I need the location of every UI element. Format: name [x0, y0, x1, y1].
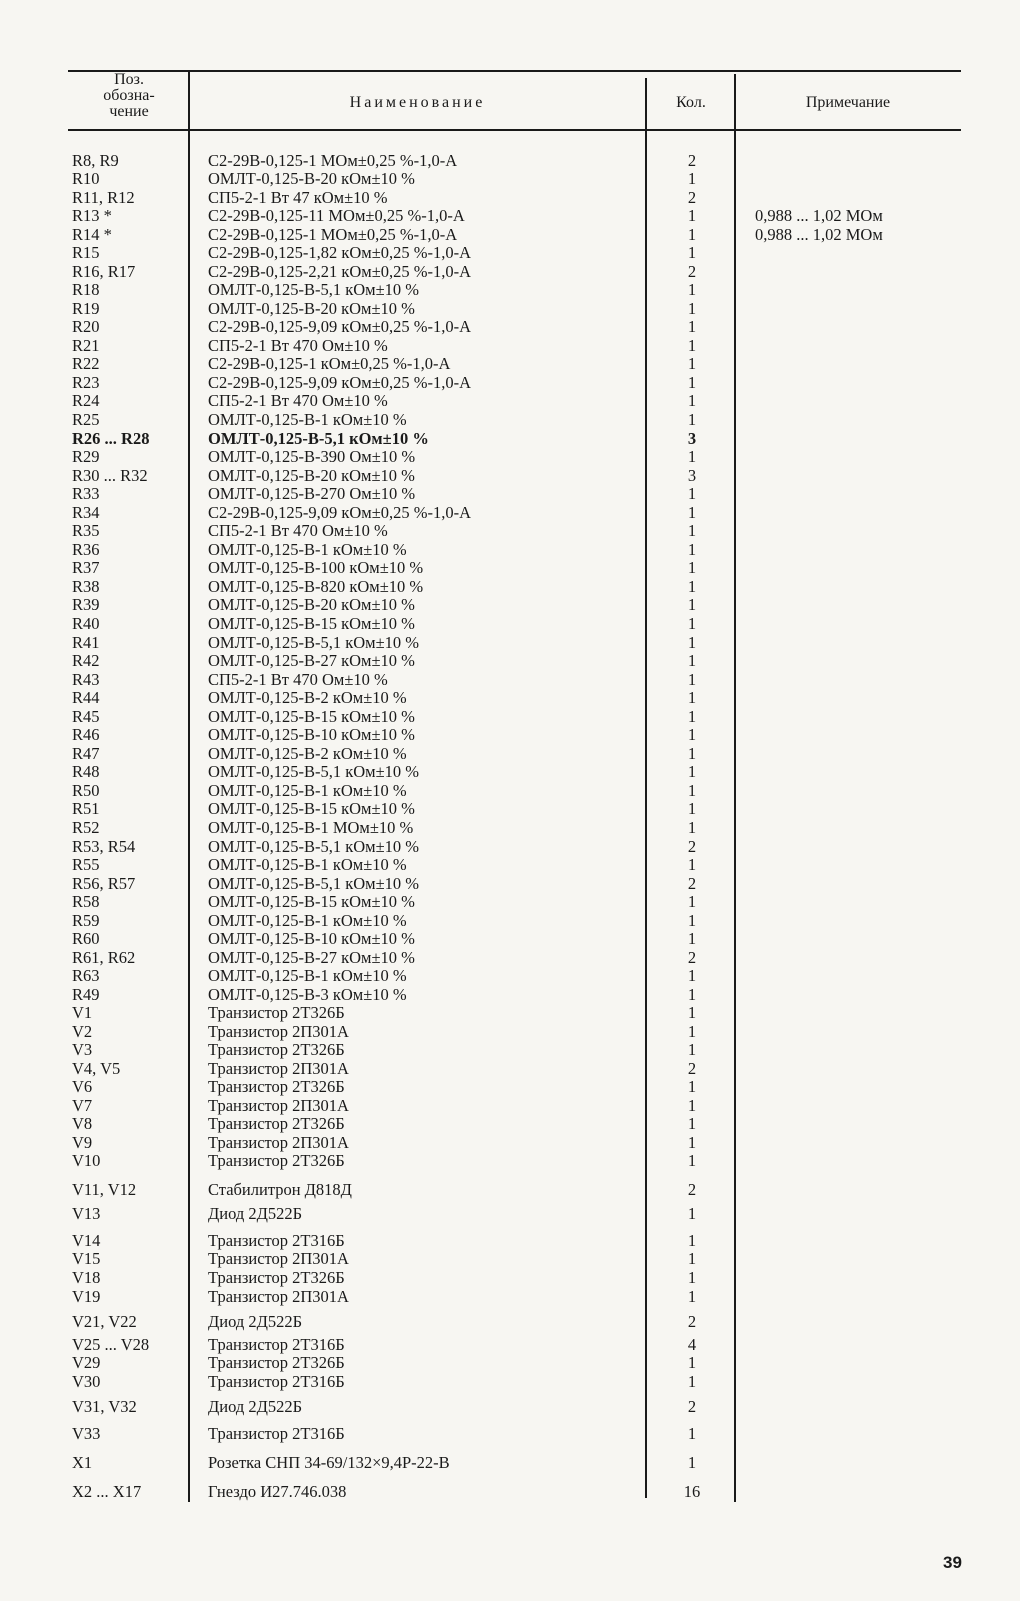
row-quantity: 1: [687, 373, 697, 392]
row-position: R22: [72, 354, 100, 373]
row-position: R8, R9: [72, 151, 119, 170]
row-quantity: 1: [687, 225, 697, 244]
row-position: R56, R57: [72, 874, 136, 893]
row-quantity: 1: [687, 1453, 697, 1472]
row-position: R41: [72, 633, 100, 652]
row-position: V18: [72, 1268, 101, 1287]
row-quantity: 2: [687, 1180, 697, 1199]
row-quantity: 1: [687, 1077, 697, 1096]
row-position: R30 ... R32: [72, 466, 148, 485]
row-name: Транзистор 2П301А: [208, 1287, 349, 1306]
row-quantity: 1: [687, 744, 697, 763]
row-quantity: 1: [687, 892, 697, 911]
row-quantity: 2: [687, 948, 697, 967]
row-quantity: 1: [687, 540, 697, 559]
row-quantity: 1: [687, 1022, 697, 1041]
row-quantity: 2: [687, 262, 697, 281]
row-position: R46: [72, 725, 100, 744]
row-name: ОМЛТ-0,125-В-10 кОм±10 %: [208, 725, 415, 744]
header-position-line2: обозна-: [103, 87, 155, 104]
row-position: V2: [72, 1022, 93, 1041]
row-quantity: 1: [687, 410, 697, 429]
row-position: R26 ... R28: [72, 429, 150, 448]
row-position: V19: [72, 1287, 101, 1306]
row-quantity: 1: [687, 1040, 697, 1059]
row-note: 0,988 ... 1,02 МОм: [755, 206, 883, 225]
row-position: V7: [72, 1096, 93, 1115]
row-position: X1: [72, 1453, 93, 1472]
row-name: ОМЛТ-0,125-В-1 кОм±10 %: [208, 540, 407, 559]
row-name: С2-29В-0,125-1,82 кОм±0,25 %-1,0-А: [208, 243, 472, 262]
row-position: R53, R54: [72, 837, 136, 856]
row-quantity: 3: [687, 429, 697, 448]
row-name: Транзистор 2Т326Б: [208, 1003, 345, 1022]
row-name: С2-29В-0,125-11 МОм±0,25 %-1,0-А: [208, 206, 465, 225]
row-quantity: 1: [687, 299, 697, 318]
row-position: R60: [72, 929, 100, 948]
row-quantity: 1: [687, 484, 697, 503]
row-quantity: 1: [687, 1204, 697, 1223]
row-name: ОМЛТ-0,125-В-20 кОм±10 %: [208, 595, 415, 614]
row-quantity: 1: [687, 1133, 697, 1152]
row-name: ОМЛТ-0,125-В-390 Ом±10 %: [208, 447, 416, 466]
row-position: V33: [72, 1424, 101, 1443]
row-name: С2-29В-0,125-1 кОм±0,25 %-1,0-А: [208, 354, 451, 373]
row-quantity: 1: [687, 762, 697, 781]
row-name: ОМЛТ-0,125-В-1 кОм±10 %: [208, 410, 407, 429]
row-quantity: 1: [687, 1003, 697, 1022]
row-position: R21: [72, 336, 100, 355]
row-name: Диод 2Д522Б: [208, 1312, 303, 1331]
row-position: V14: [72, 1231, 101, 1250]
header-position-line3: чение: [109, 103, 149, 120]
row-name: Транзистор 2Т326Б: [208, 1353, 345, 1372]
row-position: R38: [72, 577, 100, 596]
row-position: V1: [72, 1003, 93, 1022]
row-quantity: 1: [687, 911, 697, 930]
row-quantity: 1: [687, 280, 697, 299]
row-name: СП5-2-1 Вт 470 Ом±10 %: [208, 670, 388, 689]
row-quantity: 1: [687, 688, 697, 707]
row-position: R39: [72, 595, 100, 614]
row-name: ОМЛТ-0,125-В-820 кОм±10 %: [208, 577, 424, 596]
row-name: С2-29В-0,125-9,09 кОм±0,25 %-1,0-А: [208, 317, 472, 336]
header-note: Примечание: [805, 94, 891, 111]
row-name: Розетка СНП 34-69/132×9,4Р-22-В: [208, 1453, 450, 1472]
row-position: R58: [72, 892, 100, 911]
row-position: R59: [72, 911, 100, 930]
header-position-line1: Поз.: [114, 71, 144, 88]
row-name: Гнездо И27.746.038: [208, 1482, 347, 1501]
row-quantity: 2: [687, 1059, 697, 1078]
row-name: ОМЛТ-0,125-В-15 кОм±10 %: [208, 707, 415, 726]
row-position: R29: [72, 447, 100, 466]
row-position: V6: [72, 1077, 93, 1096]
row-name: Транзистор 2Т326Б: [208, 1077, 345, 1096]
row-quantity: 2: [687, 151, 697, 170]
row-quantity: 1: [687, 929, 697, 948]
row-quantity: 1: [687, 354, 697, 373]
row-name: Транзистор 2Т326Б: [208, 1268, 345, 1287]
row-quantity: 1: [687, 1287, 697, 1306]
row-position: V8: [72, 1114, 93, 1133]
row-quantity: 1: [687, 447, 697, 466]
row-name: ОМЛТ-0,125-В-15 кОм±10 %: [208, 799, 415, 818]
row-position: V30: [72, 1372, 101, 1391]
row-position: R14 *: [72, 225, 112, 244]
row-name: Транзистор 2Т316Б: [208, 1372, 345, 1391]
row-name: ОМЛТ-0,125-В-20 кОм±10 %: [208, 466, 415, 485]
row-position: V10: [72, 1151, 101, 1170]
row-name: Транзистор 2Т326Б: [208, 1114, 345, 1133]
row-quantity: 1: [687, 633, 697, 652]
row-name: ОМЛТ-0,125-В-2 кОм±10 %: [208, 744, 407, 763]
row-quantity: 1: [687, 1424, 697, 1443]
header-bottom-rule: [68, 129, 961, 131]
row-name: ОМЛТ-0,125-В-5,1 кОм±10 %: [208, 429, 429, 448]
column-divider-name: [188, 72, 190, 1502]
row-name: СП5-2-1 Вт 470 Ом±10 %: [208, 336, 388, 355]
row-quantity: 1: [687, 169, 697, 188]
row-position: R20: [72, 317, 100, 336]
row-position: R52: [72, 818, 100, 837]
row-position: R48: [72, 762, 100, 781]
row-position: R42: [72, 651, 100, 670]
row-quantity: 1: [687, 1151, 697, 1170]
row-name: С2-29В-0,125-2,21 кОм±0,25 %-1,0-А: [208, 262, 472, 281]
row-name: ОМЛТ-0,125-В-2 кОм±10 %: [208, 688, 407, 707]
row-name: С2-29В-0,125-9,09 кОм±0,25 %-1,0-А: [208, 373, 472, 392]
column-divider-note: [734, 74, 736, 1502]
row-name: Транзистор 2Т316Б: [208, 1335, 345, 1354]
row-position: V29: [72, 1353, 101, 1372]
row-quantity: 1: [687, 966, 697, 985]
header-position: [70, 72, 188, 120]
row-quantity: 16: [683, 1482, 701, 1501]
row-name: Стабилитрон Д818Д: [208, 1180, 352, 1199]
row-position: R35: [72, 521, 100, 540]
row-quantity: 2: [687, 1312, 697, 1331]
row-name: СП5-2-1 Вт 47 кОм±10 %: [208, 188, 388, 207]
row-name: СП5-2-1 Вт 470 Ом±10 %: [208, 521, 388, 540]
page-number: 39: [943, 1553, 962, 1572]
row-position: V31, V32: [72, 1397, 137, 1416]
row-position: R18: [72, 280, 100, 299]
row-name: Транзистор 2Т316Б: [208, 1424, 345, 1443]
row-quantity: 1: [687, 781, 697, 800]
row-position: R37: [72, 558, 100, 577]
row-name: Диод 2Д522Б: [208, 1397, 303, 1416]
header-quantity: Кол.: [676, 94, 706, 111]
row-quantity: 1: [687, 1114, 697, 1133]
row-name: Транзистор 2Т326Б: [208, 1040, 345, 1059]
row-quantity: 1: [687, 707, 697, 726]
row-quantity: 1: [687, 1231, 697, 1250]
row-quantity: 1: [687, 818, 697, 837]
row-name: ОМЛТ-0,125-В-1 кОм±10 %: [208, 855, 407, 874]
column-divider-qty: [645, 78, 647, 1498]
row-name: Транзистор 2Т316Б: [208, 1231, 345, 1250]
row-name: С2-29В-0,125-1 МОм±0,25 %-1,0-А: [208, 151, 458, 170]
row-name: Транзистор 2П301А: [208, 1249, 349, 1268]
row-quantity: 1: [687, 725, 697, 744]
row-quantity: 1: [687, 1249, 697, 1268]
row-position: V9: [72, 1133, 93, 1152]
row-name: ОМЛТ-0,125-В-1 кОм±10 %: [208, 966, 407, 985]
row-quantity: 1: [687, 985, 697, 1004]
row-position: R40: [72, 614, 100, 633]
row-position: R33: [72, 484, 100, 503]
row-position: R45: [72, 707, 100, 726]
row-note: 0,988 ... 1,02 МОм: [755, 225, 883, 244]
row-quantity: 1: [687, 1268, 697, 1287]
row-position: R25: [72, 410, 100, 429]
row-quantity: 1: [687, 614, 697, 633]
row-quantity: 1: [687, 595, 697, 614]
row-position: V15: [72, 1249, 101, 1268]
row-position: V13: [72, 1204, 101, 1223]
row-name: ОМЛТ-0,125-В-5,1 кОм±10 %: [208, 874, 420, 893]
row-name: ОМЛТ-0,125-В-20 кОм±10 %: [208, 299, 415, 318]
row-quantity: 1: [687, 521, 697, 540]
row-position: R34: [72, 503, 100, 522]
row-name: ОМЛТ-0,125-В-270 Ом±10 %: [208, 484, 416, 503]
row-position: R44: [72, 688, 100, 707]
row-name: ОМЛТ-0,125-В-5,1 кОм±10 %: [208, 762, 420, 781]
row-quantity: 1: [687, 206, 697, 225]
row-name: ОМЛТ-0,125-В-10 кОм±10 %: [208, 929, 415, 948]
row-position: R11, R12: [72, 188, 135, 207]
row-position: R51: [72, 799, 100, 818]
row-name: Диод 2Д522Б: [208, 1204, 303, 1223]
table-top-rule: [68, 70, 961, 72]
row-position: R15: [72, 243, 100, 262]
row-position: R23: [72, 373, 100, 392]
row-quantity: 1: [687, 577, 697, 596]
row-name: ОМЛТ-0,125-В-100 кОм±10 %: [208, 558, 424, 577]
row-position: R47: [72, 744, 100, 763]
row-name: ОМЛТ-0,125-В-1 МОм±10 %: [208, 818, 414, 837]
row-name: ОМЛТ-0,125-В-15 кОм±10 %: [208, 892, 415, 911]
row-position: R43: [72, 670, 100, 689]
row-name: Транзистор 2П301А: [208, 1096, 349, 1115]
row-position: V21, V22: [72, 1312, 137, 1331]
row-name: Транзистор 2Т326Б: [208, 1151, 345, 1170]
row-name: С2-29В-0,125-1 МОм±0,25 %-1,0-А: [208, 225, 458, 244]
row-name: ОМЛТ-0,125-В-1 кОм±10 %: [208, 911, 407, 930]
row-quantity: 1: [687, 317, 697, 336]
row-name: ОМЛТ-0,125-В-5,1 кОм±10 %: [208, 633, 420, 652]
row-quantity: 2: [687, 1397, 697, 1416]
row-name: ОМЛТ-0,125-В-1 кОм±10 %: [208, 781, 407, 800]
row-position: R50: [72, 781, 100, 800]
row-quantity: 1: [687, 1353, 697, 1372]
row-name: Транзистор 2П301А: [208, 1133, 349, 1152]
row-position: R19: [72, 299, 100, 318]
row-quantity: 1: [687, 670, 697, 689]
row-quantity: 3: [687, 466, 697, 485]
row-quantity: 1: [687, 1372, 697, 1391]
row-position: R36: [72, 540, 100, 559]
row-quantity: 1: [687, 1096, 697, 1115]
row-name: ОМЛТ-0,125-В-15 кОм±10 %: [208, 614, 415, 633]
row-name: СП5-2-1 Вт 470 Ом±10 %: [208, 391, 388, 410]
row-quantity: 1: [687, 855, 697, 874]
row-name: ОМЛТ-0,125-В-3 кОм±10 %: [208, 985, 407, 1004]
row-position: V11, V12: [72, 1180, 137, 1199]
row-name: ОМЛТ-0,125-В-5,1 кОм±10 %: [208, 837, 420, 856]
row-name: Транзистор 2П301А: [208, 1059, 349, 1078]
row-quantity: 1: [687, 243, 697, 262]
row-name: ОМЛТ-0,125-В-27 кОм±10 %: [208, 651, 415, 670]
row-quantity: 2: [687, 188, 697, 207]
row-position: R16, R17: [72, 262, 136, 281]
row-position: R61, R62: [72, 948, 136, 967]
row-quantity: 1: [687, 336, 697, 355]
row-quantity: 2: [687, 874, 697, 893]
row-name: ОМЛТ-0,125-В-5,1 кОм±10 %: [208, 280, 420, 299]
row-quantity: 1: [687, 391, 697, 410]
row-name: ОМЛТ-0,125-В-27 кОм±10 %: [208, 948, 415, 967]
header-name: Наименование: [349, 94, 486, 111]
row-quantity: 1: [687, 503, 697, 522]
row-position: V3: [72, 1040, 93, 1059]
row-position: R55: [72, 855, 100, 874]
row-quantity: 1: [687, 799, 697, 818]
row-position: V4, V5: [72, 1059, 121, 1078]
row-quantity: 1: [687, 558, 697, 577]
row-name: ОМЛТ-0,125-В-20 кОм±10 %: [208, 169, 415, 188]
row-position: V25 ... V28: [72, 1335, 150, 1354]
row-position: R10: [72, 169, 100, 188]
row-name: С2-29В-0,125-9,09 кОм±0,25 %-1,0-А: [208, 503, 472, 522]
row-quantity: 2: [687, 837, 697, 856]
row-position: R63: [72, 966, 100, 985]
row-position: R49: [72, 985, 100, 1004]
row-quantity: 4: [687, 1335, 697, 1354]
row-position: X2 ... X17: [72, 1482, 142, 1501]
row-quantity: 1: [687, 651, 697, 670]
row-position: R13 *: [72, 206, 112, 225]
row-position: R24: [72, 391, 100, 410]
row-name: Транзистор 2П301А: [208, 1022, 349, 1041]
